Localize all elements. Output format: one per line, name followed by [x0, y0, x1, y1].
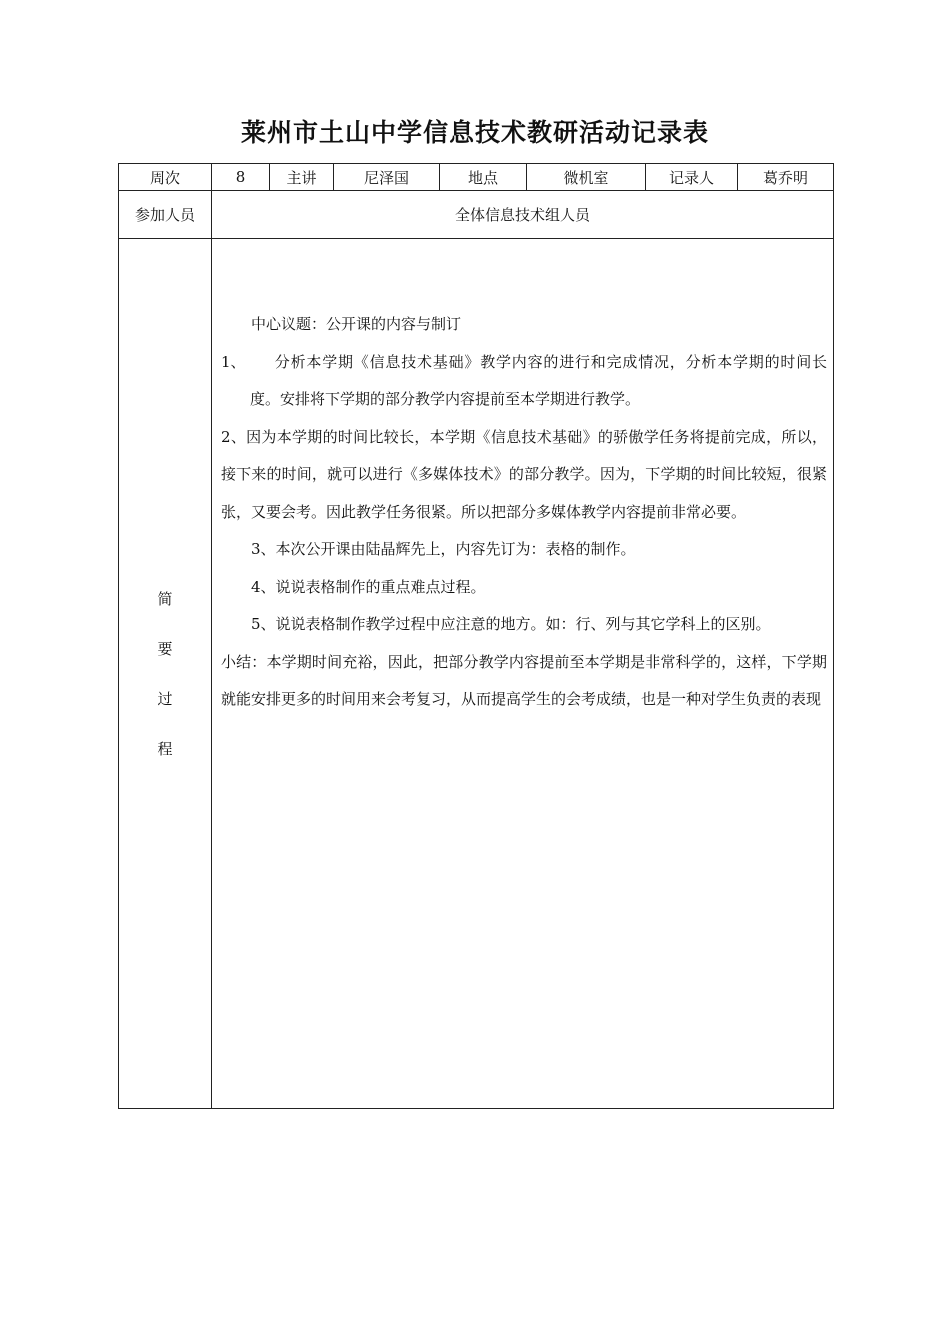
recorder-label: 记录人	[646, 164, 738, 191]
process-content	[212, 239, 833, 719]
page-title: 莱州市土山中学信息技术教研活动记录表	[240, 118, 709, 147]
location-value: 微机室	[527, 164, 646, 191]
item-1-number: 1、	[221, 352, 246, 371]
process-label-cell	[119, 239, 212, 1109]
participants-row	[119, 191, 834, 239]
week-value: 8	[212, 164, 270, 191]
participants-label: 参加人员	[119, 191, 212, 239]
speaker-label: 主讲	[270, 164, 334, 191]
process-label-char: 程	[157, 739, 173, 758]
process-row	[119, 239, 834, 1109]
recorder-value: 葛乔明	[738, 164, 834, 191]
process-label-char: 要	[157, 639, 173, 658]
item-5-paragraph: 5、说说表格制作教学过程中应注意的地方。如：行、列与其它学科上的区别。	[251, 615, 771, 633]
item-1-text: 分析本学期《信息技术基础》教学内容的进行和完成情况，分析本学期的时间长度。安排将下学期的部分教学内容提前至本学期进行教学。	[250, 352, 827, 408]
process-label-char: 简	[157, 589, 173, 608]
process-label	[157, 574, 172, 774]
item-4-paragraph: 4、说说表格制作的重点难点过程。	[251, 577, 486, 596]
speaker-value: 尼泽国	[334, 164, 440, 191]
process-label-char: 过	[157, 689, 173, 708]
item-3-paragraph: 3、本次公开课由陆晶辉先上，内容先订为：表格的制作。	[251, 540, 636, 558]
item-1-paragraph	[221, 344, 827, 419]
location-label: 地点	[440, 164, 527, 191]
process-content-cell	[212, 239, 834, 1109]
participants-value: 全体信息技术组人员	[212, 191, 834, 239]
item-2-paragraph: 2、因为本学期的时间比较长，本学期《信息技术基础》的骄傲学任务将提前完成，所以，接下来的时间，就可以进行《多媒体技术》的部分教学。因为，下学期的时间比较短，很紧张，又要会考。因此教学任务很紧。所以把部分多媒体教学内容提前非常必要。	[221, 427, 827, 521]
summary-paragraph: 小结：本学期时间充裕，因此，把部分教学内容提前至本学期是非常科学的，这样，下学期就能安排更多的时间用来会考复习，从而提高学生的会考成绩，也是一种对学生负责的表现	[221, 652, 827, 708]
header-row	[119, 164, 834, 191]
week-label: 周次	[119, 164, 212, 191]
record-table	[118, 163, 834, 1109]
topic-paragraph: 中心议题：公开课的内容与制订	[251, 315, 462, 333]
